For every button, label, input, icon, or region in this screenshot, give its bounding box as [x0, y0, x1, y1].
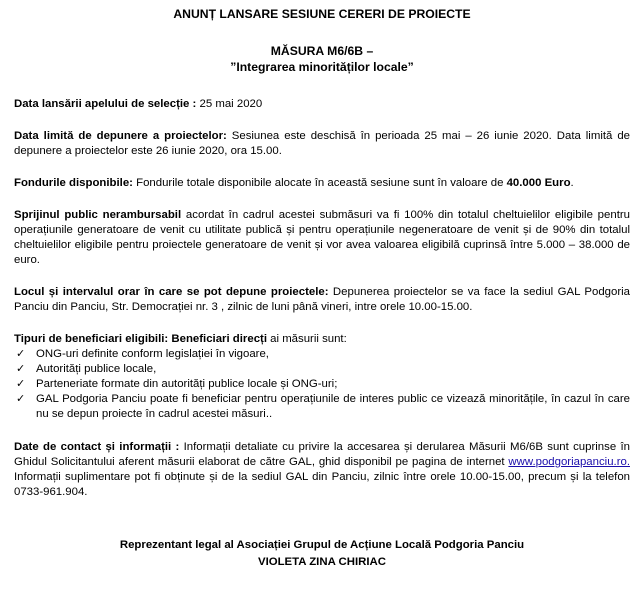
page-title: ANUNȚ LANSARE SESIUNE CERERI DE PROIECTE	[173, 7, 471, 21]
beneficiaries-label: Tipuri de beneficiari eligibili:	[14, 333, 169, 345]
contact-label: Date de contact și informații :	[14, 441, 180, 453]
measure-name: ”Integrarea minorităților locale”	[230, 60, 414, 74]
funds-section	[14, 176, 630, 191]
contact-text-more: Informații suplimentare pot fi obținute și de la sediul GAL din Panciu, zilnic între orele 10.00-15.00, precum și la telefon 0733-961.904.	[14, 471, 630, 498]
support-text: acordat în cadrul acestei submăsuri va fi 100% din totalul cheltuielilor eligibile pentru operațiunile generatoare de venit cu utilitate publică și pentru operațiunile negeneratoare de venit și de 90% din totalul cheltuielilor eligibile pentru proiectele generatoare de venit și vor avea valoarea eligibilă cuprinsă între 5.000 – 38.000 de euro.	[14, 209, 630, 266]
funds-text: Fondurile totale disponibile alocate în această sesiune sunt în valoare de	[132, 177, 507, 189]
list-item	[14, 377, 630, 392]
location-section	[14, 285, 630, 315]
funds-end: .	[570, 177, 574, 189]
location-text: Depunerea proiectelor se va face la sediul GAL Podgoria Panciu din Panciu, Str. Democrației nr. 3 , zilnic de luni până vineri, intre orele 10.00-15.00.	[14, 286, 630, 313]
deadline-section	[14, 129, 630, 159]
deadline-label: Data limită de depunere a proiectelor:	[14, 130, 227, 142]
check-icon: ✓	[16, 363, 26, 375]
check-icon: ✓	[16, 348, 26, 360]
support-section	[14, 208, 630, 268]
launch-date-label: Data lansării apelului de selecție	[14, 98, 190, 110]
list-item	[14, 392, 630, 422]
funds-amount: 40.000	[506, 177, 542, 189]
contact-text: Informații detaliate cu privire la accesarea și derularea Măsurii M6/6B sunt cuprinse în Ghidul Solicitantului aferent măsurii elaborat de către GAL, ghid disponibil pe pagina de internet	[14, 441, 630, 468]
list-item	[14, 347, 630, 362]
contact-section	[14, 440, 630, 500]
location-label: Locul și intervalul orar în care se pot depune proiectele:	[14, 286, 329, 298]
beneficiary-text: GAL Podgoria Panciu poate fi beneficiar pentru operațiunile de interes public ce vizează minoritățile, în cazul în care nu se depun proiecte în cadrul acestei măsuri..	[36, 393, 630, 420]
funds-currency: Euro	[541, 177, 571, 189]
support-label: Sprijinul public nerambursabil	[14, 209, 182, 221]
check-icon: ✓	[16, 378, 26, 390]
beneficiary-text: Autorități publice locale,	[36, 363, 157, 375]
launch-date-value: 25 mai 2020	[196, 98, 263, 110]
direct-beneficiaries-label: Beneficiari direcți	[168, 333, 267, 345]
website-link[interactable]: www.podgoriapanciu.ro.	[508, 456, 630, 468]
launch-date-section	[14, 97, 630, 112]
representative-name: VIOLETA ZINA CHIRIAC	[257, 556, 387, 568]
launch-date-colon: :	[189, 98, 197, 110]
beneficiary-text: ONG-uri definite conform legislației în vigoare,	[36, 348, 269, 360]
beneficiaries-heading	[14, 332, 630, 347]
beneficiaries-list	[14, 347, 630, 422]
measure-code: MĂSURA M6/6B –	[270, 44, 374, 58]
funds-label: Fondurile disponibile:	[14, 177, 133, 189]
check-icon: ✓	[16, 393, 26, 405]
representative-title: Reprezentant legal al Asociației Grupul de Acțiune Locală Podgoria Panciu	[119, 539, 525, 551]
deadline-text: Sesiunea este deschisă în perioada 25 mai – 26 iunie 2020. Data limită de depunere a proiectelor este 26 iunie 2020, ora 15.00.	[14, 130, 630, 157]
beneficiary-text: Parteneriate formate din autorități publice locale și ONG-uri;	[36, 378, 338, 390]
list-item	[14, 362, 630, 377]
beneficiaries-section	[14, 332, 630, 422]
direct-beneficiaries-text: ai măsurii sunt:	[267, 333, 347, 345]
